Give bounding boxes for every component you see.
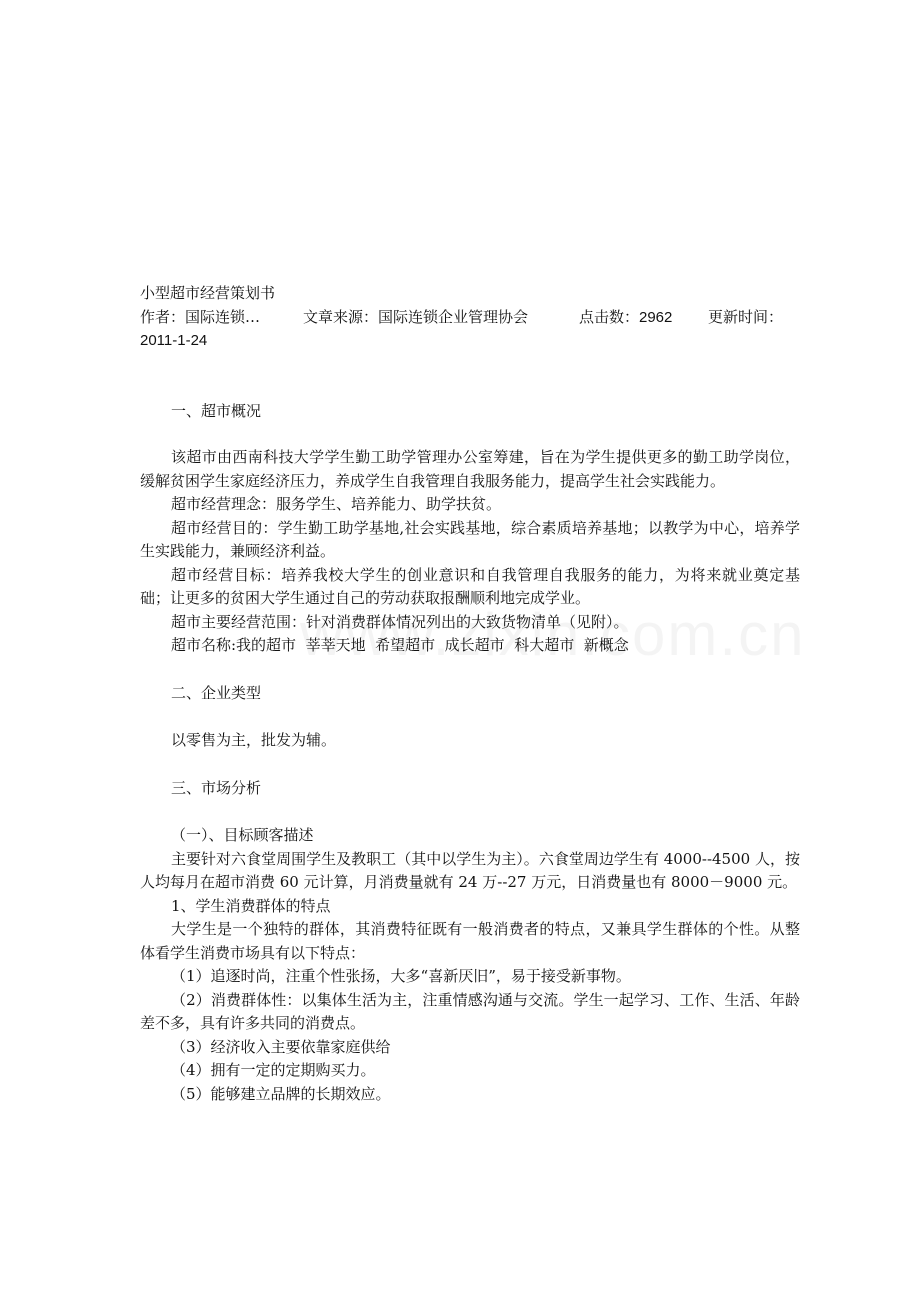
paragraph: 以零售为主，批发为辅。 bbox=[171, 731, 337, 749]
meta-updated-label: 更新时间： bbox=[708, 307, 784, 326]
list-item: （2）消费群体性：以集体生活为主，注重情感沟通与交流。学生一起学习、工作、生活、年龄差不多，具有许多共同的消费点。 bbox=[140, 990, 800, 1032]
section-heading: 三、市场分析 bbox=[171, 778, 262, 797]
section-heading: 一、超市概况 bbox=[171, 401, 262, 420]
section-heading: 二、企业类型 bbox=[171, 683, 262, 702]
list-item: （5）能够建立品牌的长期效应。 bbox=[171, 1084, 391, 1103]
paragraph: 超市经营目的：学生勤工助学基地,社会实践基地，综合素质培养基地；以教学为中心，培养学生实践能力，兼顾经济利益。 bbox=[140, 518, 800, 560]
subsection-heading: （一）、目标顾客描述 bbox=[171, 826, 314, 844]
paragraph: 超市经营理念：服务学生、培养能力、助学扶贫。 bbox=[171, 495, 502, 513]
meta-source: 文章来源：国际连锁企业管理协会 bbox=[303, 307, 529, 326]
list-item: （3）经济收入主要依靠家庭供给 bbox=[171, 1037, 391, 1056]
meta-author: 作者：国际连锁… bbox=[140, 307, 261, 326]
paragraph: 主要针对六食堂周围学生及教职工（其中以学生为主）。六食堂周边学生有 4000--4500 人，按人均每月在超市消费 60 元计算，月消费量就有 24 万--27 万元，日消费量也有 8000－9000 元。 bbox=[140, 849, 800, 891]
paragraph: 大学生是一个独特的群体，其消费特征既有一般消费者的特点，又兼具学生群体的个性。从整体看学生消费市场具有以下特点： bbox=[140, 920, 800, 962]
document-body bbox=[140, 282, 800, 1106]
paragraph: 该超市由西南科技大学学生勤工助学管理办公室筹建，旨在为学生提供更多的勤工助学岗位，缓解贫困学生家庭经济压力，养成学生自我管理自我服务能力，提高学生社会实践能力。 bbox=[140, 448, 800, 490]
paragraph: 超市经营目标：培养我校大学生的创业意识和自我管理自我服务的能力，为将来就业奠定基础；让更多的贫困大学生通过自己的劳动获取报酬顺利地完成学业。 bbox=[140, 565, 800, 607]
article-meta bbox=[140, 306, 800, 330]
list-item: （1）追逐时尚，注重个性张扬，大多“喜新厌旧”，易于接受新事物。 bbox=[171, 967, 631, 985]
document-title: 小型超市经营策划书 bbox=[140, 284, 276, 302]
paragraph: 超市名称:我的超市 莘莘天地 希望超市 成长超市 科大超市 新概念 bbox=[171, 636, 629, 654]
meta-clicks: 点击数：2962 bbox=[579, 308, 673, 326]
paragraph: 超市主要经营范围：针对消费群体情况列出的大致货物清单（见附）。 bbox=[171, 612, 629, 631]
meta-updated-date: 2011-1-24 bbox=[140, 332, 208, 349]
list-item: （4）拥有一定的定期购买力。 bbox=[171, 1061, 376, 1079]
subsection-heading: 1、学生消费群体的特点 bbox=[171, 896, 331, 915]
